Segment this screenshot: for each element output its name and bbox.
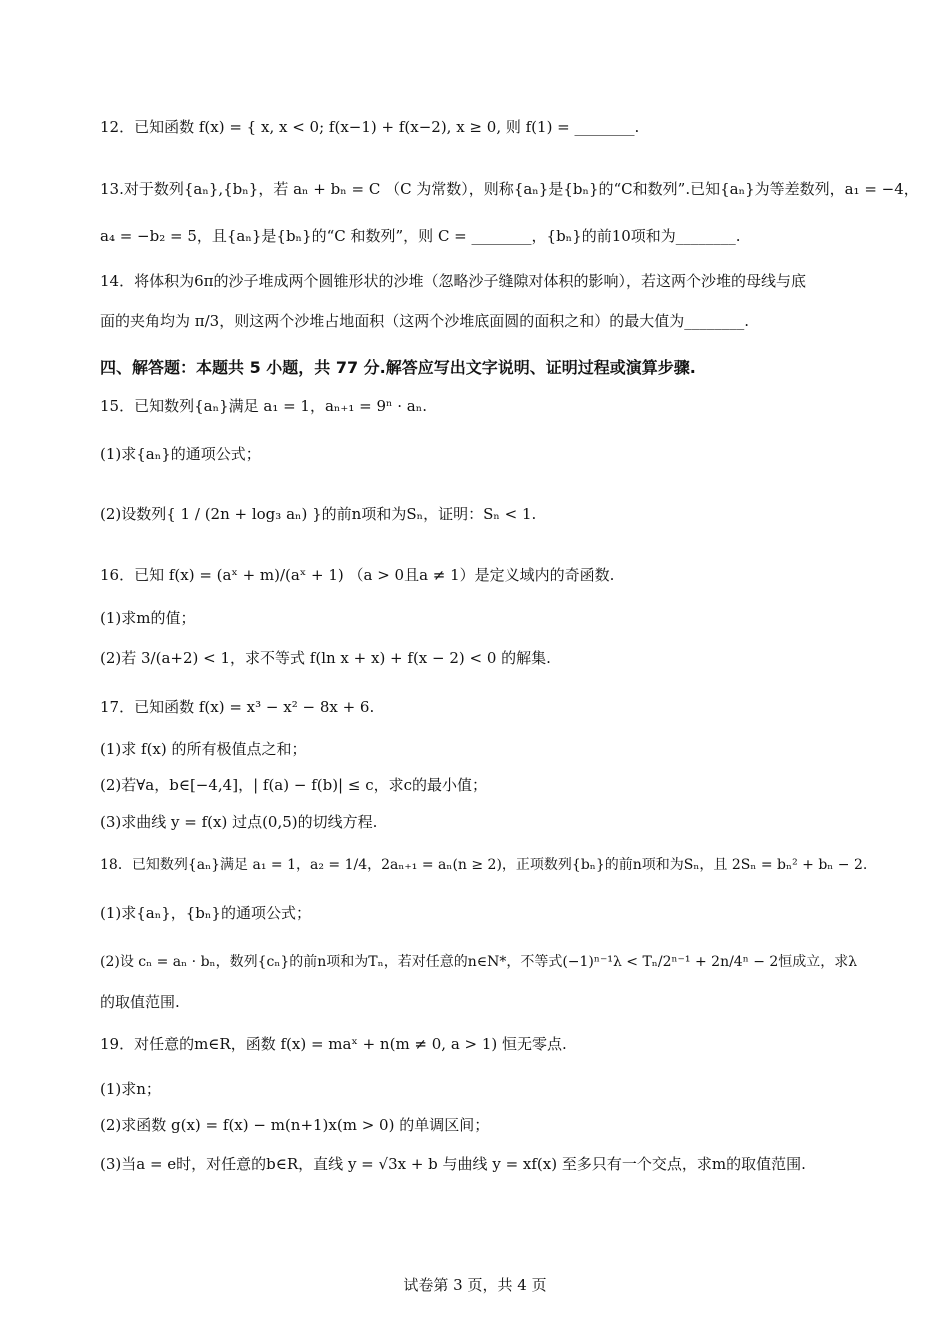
- q14-text-line1: 14．将体积为6π的沙子堆成两个圆锥形状的沙堆（忽略沙子缝隙对体积的影响），若这两个沙堆的母线与底: [100, 272, 806, 290]
- q18-text: 18．已知数列{aₙ}满足 a₁ = 1，a₂ = 1/4，2aₙ₊₁ = aₙ(n ≥ 2)，正项数列{bₙ}的前n项和为Sₙ，且 2Sₙ = bₙ² + bₙ − 2.: [100, 857, 868, 873]
- q17-part2: (2)若∀a，b∈[−4,4]，| f(a) − f(b)| ≤ c，求c的最小值；: [100, 776, 488, 794]
- q18-part2-line2: 的取值范围.: [100, 993, 180, 1011]
- q13-text-line1: 13.对于数列{aₙ},{bₙ}，若 aₙ + bₙ = C （C 为常数），则称{aₙ}是{bₙ}的“C和数列”.已知{aₙ}为等差数列，a₁ = −4，: [100, 180, 919, 198]
- section-heading: 四、解答题：本题共 5 小题，共 77 分.解答应写出文字说明、证明过程或演算步骤.: [100, 358, 696, 377]
- q14-text-line2: 面的夹角均为 π/3，则这两个沙堆占地面积（这两个沙堆底面圆的面积之和）的最大值为________.: [100, 312, 749, 330]
- q16-part1: (1)求m的值；: [100, 609, 196, 627]
- page-footer: 试卷第 3 页，共 4 页: [403, 1276, 547, 1294]
- q13-text-line2: a₄ = −b₂ = 5，且{aₙ}是{bₙ}的“C 和数列”，则 C = ________，{bₙ}的前10项和为________.: [100, 227, 741, 245]
- q19-part1: (1)求n；: [100, 1080, 161, 1098]
- q15-part1: (1)求{aₙ}的通项公式；: [100, 445, 261, 463]
- q17-part1: (1)求 f(x) 的所有极值点之和；: [100, 740, 307, 758]
- q12-text: 12．已知函数 f(x) = { x, x < 0; f(x−1) + f(x−2), x ≥ 0, 则 f(1) = ________.: [100, 118, 640, 136]
- q15-text: 15．已知数列{aₙ}满足 a₁ = 1，aₙ₊₁ = 9ⁿ · aₙ.: [100, 397, 427, 415]
- q19-part3: (3)当a = e时，对任意的b∈R，直线 y = √3x + b 与曲线 y = xf(x) 至多只有一个交点，求m的取值范围.: [100, 1155, 806, 1173]
- q17-text: 17．已知函数 f(x) = x³ − x² − 8x + 6.: [100, 698, 375, 716]
- q17-part3: (3)求曲线 y = f(x) 过点(0,5)的切线方程.: [100, 813, 378, 831]
- q18-part1: (1)求{aₙ}，{bₙ}的通项公式；: [100, 904, 311, 922]
- q18-part2-line1: (2)设 cₙ = aₙ · bₙ，数列{cₙ}的前n项和为Tₙ，若对任意的n∈N*，不等式(−1)ⁿ⁻¹λ < Tₙ/2ⁿ⁻¹ + 2n/4ⁿ − 2恒成立，求λ: [100, 954, 858, 970]
- q19-text: 19．对任意的m∈R，函数 f(x) = maˣ + n(m ≠ 0, a > 1) 恒无零点.: [100, 1035, 567, 1053]
- q15-part2: (2)设数列{ 1 / (2n + log₃ aₙ) }的前n项和为Sₙ，证明：Sₙ < 1.: [100, 505, 537, 523]
- q19-part2: (2)求函数 g(x) = f(x) − m(n+1)x(m > 0) 的单调区间；: [100, 1116, 490, 1134]
- q16-text: 16．已知 f(x) = (aˣ + m)/(aˣ + 1) （a > 0且a ≠ 1）是定义域内的奇函数.: [100, 566, 615, 584]
- q16-part2: (2)若 3/(a+2) < 1，求不等式 f(ln x + x) + f(x − 2) < 0 的解集.: [100, 649, 551, 667]
